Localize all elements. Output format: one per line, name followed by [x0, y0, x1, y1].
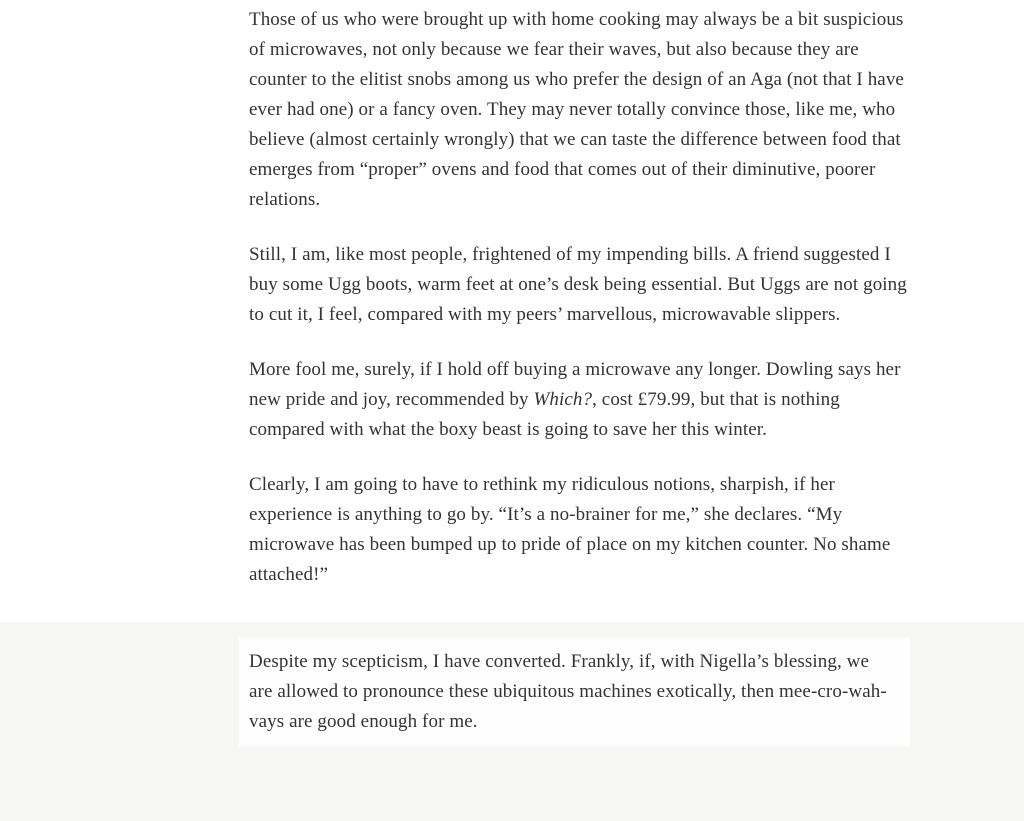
highlighted-paragraph-box — [239, 638, 910, 746]
paragraph-text-segment: , cost £79.99, but that is nothing compared with what the boxy beast is going to save her this winter. — [249, 389, 840, 440]
footer-band — [0, 622, 1024, 821]
article-paragraph: Clearly, I am going to have to rethink my ridiculous notions, sharpish, if her experience is anything to go by. “It’s a no-brainer for me,” she declares. “My microwave has been bumped up to pride of place on my kitchen counter. No shame attached!” — [249, 474, 891, 585]
article-paragraph-highlighted: Despite my scepticism, I have converted. Frankly, if, with Nigella’s blessing, we are allowed to pronounce these ubiquitous machines exotically, then mee-cro-wah-vays are good enough for me. — [249, 651, 887, 732]
article-paragraph: Those of us who were brought up with home cooking may always be a bit suspicious of microwaves, not only because we fear their waves, but also because they are counter to the elitist snobs among us who prefer the design of an Aga (not that I have ever had one) or a fancy oven. They may never totally convince those, like me, who believe (almost certainly wrongly) that we can taste the difference between food that emerges from “proper” ovens and food that comes out of their diminutive, poorer relations. — [249, 9, 904, 210]
article-paragraph: Still, I am, like most people, frightened of my impending bills. A friend suggested I buy some Ugg boots, warm feet at one’s desk being essential. But Uggs are not going to cut it, I feel, compared with my peers’ marvellous, microwavable slippers. — [249, 244, 907, 325]
paragraph-text-segment: More fool me, surely, if I hold off buying a microwave any longer. Dowling says her new pride and joy, recommended by — [249, 359, 901, 410]
publication-name-italic: Which? — [533, 389, 593, 410]
article-paragraph — [249, 355, 917, 445]
